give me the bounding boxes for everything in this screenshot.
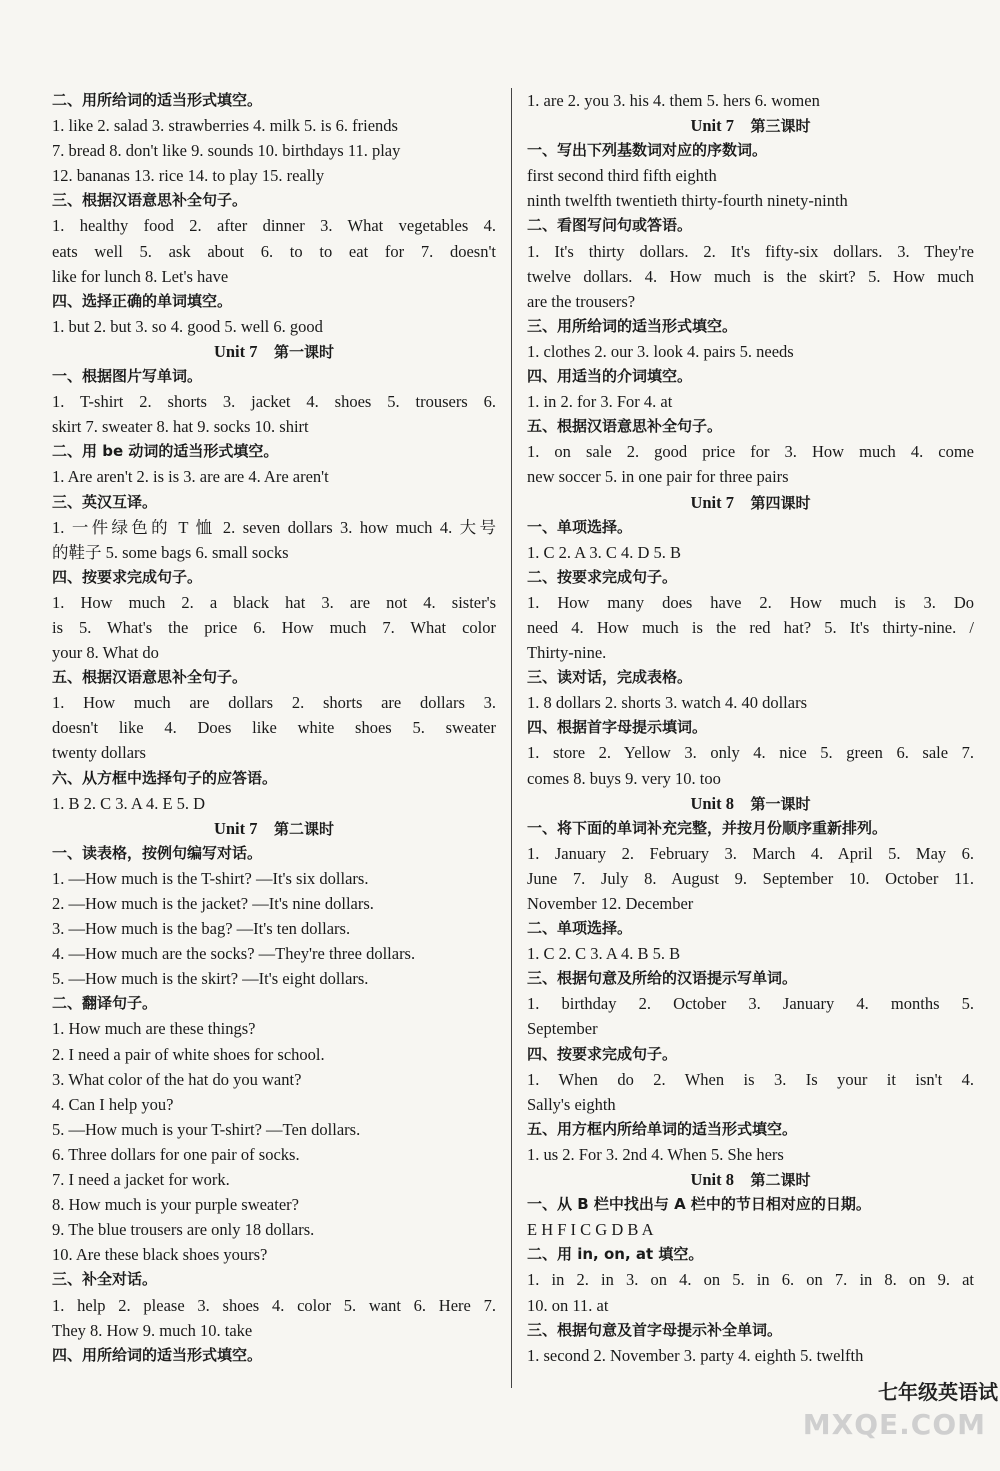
answer-line: 12. bananas 13. rice 14. to play 15. really: [52, 166, 325, 186]
answer-line: 1. —How much is the T-shirt? —It's six dollars.: [52, 868, 369, 888]
answer-line: 1. in 2. in 3. on 4. on 5. in 6. on 7. in 8. on 9. at: [527, 1270, 974, 1290]
section-heading: 六、从方框中选择句子的应答语。: [52, 768, 278, 787]
answer-line: 7. bread 8. don't like 9. sounds 10. birthdays 11. play: [52, 141, 401, 161]
section-heading: 一、单项选择。: [527, 517, 633, 536]
answer-line: eats well 5. ask about 6. to to eat for 7. doesn't: [52, 241, 496, 261]
answer-line: They 8. How 9. much 10. take: [52, 1320, 253, 1340]
answer-line: 4. —How much are the socks? —They're three dollars.: [52, 944, 416, 964]
answer-line: 1. C 2. A 3. C 4. D 5. B: [527, 542, 682, 562]
answer-line: 10. on 11. at: [527, 1295, 609, 1315]
answer-line: 10. Are these black shoes yours?: [52, 1245, 268, 1265]
section-heading: 二、按要求完成句子。: [527, 567, 678, 586]
section-heading: 三、根据句意及所给的汉语提示写单词。: [527, 969, 798, 988]
answer-line: like for lunch 8. Let's have: [52, 266, 229, 286]
lesson-label: 第三课时: [750, 117, 811, 136]
answer-line: 1. It's thirty dollars. 2. It's fifty-six dollars. 3. They're: [527, 241, 974, 261]
section-heading: 四、用适当的介词填空。: [527, 367, 693, 386]
answer-line: doesn't like 4. Does like white shoes 5. sweater: [52, 718, 496, 738]
unit-heading: [527, 490, 974, 515]
section-heading: 三、读对话，完成表格。: [527, 668, 693, 687]
section-heading: 三、根据句意及首字母提示补全单词。: [527, 1320, 783, 1339]
section-heading: 四、根据首字母提示填词。: [527, 718, 708, 737]
answer-line: your 8. What do: [52, 643, 159, 663]
answer-line: 6. Three dollars for one pair of socks.: [52, 1144, 300, 1164]
answer-line: 1. How much are these things?: [52, 1019, 256, 1039]
answer-line: 1. January 2. February 3. March 4. April 5. May 6.: [527, 843, 974, 863]
answer-line: 5. —How much is the skirt? —It's eight dollars.: [52, 969, 369, 989]
answer-line: 1. When do 2. When is 3. Is your it isn't 4.: [527, 1069, 974, 1089]
section-heading: 三、补全对话。: [52, 1270, 158, 1289]
unit-label: Unit 7: [213, 818, 258, 838]
answer-line: 1. C 2. C 3. A 4. B 5. B: [527, 944, 681, 964]
answer-line: comes 8. buys 9. very 10. too: [527, 768, 721, 788]
answer-line: twelve dollars. 4. How much is the skirt? 5. How much: [527, 266, 974, 286]
unit-heading: [52, 339, 496, 364]
answer-line: 1. T-shirt 2. shorts 3. jacket 4. shoes 5. trousers 6.: [52, 392, 496, 412]
lesson-label: 第一课时: [750, 794, 811, 813]
unit-heading: [527, 791, 974, 816]
section-heading: 四、用所给词的适当形式填空。: [52, 1345, 263, 1364]
answer-line: 1. birthday 2. October 3. January 4. months 5.: [527, 994, 974, 1014]
unit-heading: [527, 1167, 974, 1192]
unit-heading: [527, 113, 974, 138]
answer-line: 2. I need a pair of white shoes for school.: [52, 1044, 325, 1064]
answer-line: 1. store 2. Yellow 3. only 4. nice 5. green 6. sale 7.: [527, 743, 974, 763]
answer-line: 1. help 2. please 3. shoes 4. color 5. want 6. Here 7.: [52, 1295, 496, 1315]
section-heading: 四、按要求完成句子。: [52, 567, 203, 586]
answer-line: new soccer 5. in one pair for three pairs: [527, 467, 789, 487]
lesson-label: 第一课时: [274, 342, 335, 361]
answer-line: 1. like 2. salad 3. strawberries 4. milk 5. is 6. friends: [52, 116, 398, 136]
unit-label: Unit 7: [690, 116, 735, 136]
answer-line: 3. What color of the hat do you want?: [52, 1069, 302, 1089]
section-heading: 四、按要求完成句子。: [527, 1044, 678, 1063]
section-heading: 一、根据图片写单词。: [52, 367, 203, 386]
lesson-label: 第四课时: [750, 493, 811, 512]
watermark: MXQE.COM: [802, 1408, 986, 1441]
answer-line: 1. are 2. you 3. his 4. them 5. hers 6. women: [527, 91, 820, 110]
answer-line: 7. I need a jacket for work.: [52, 1170, 230, 1190]
answer-line: 1. Are aren't 2. is is 3. are are 4. Are aren't: [52, 467, 329, 487]
section-heading: 二、看图写问句或答语。: [527, 216, 693, 235]
answer-line: 1. healthy food 2. after dinner 3. What vegetables 4.: [52, 216, 496, 236]
answer-line: skirt 7. sweater 8. hat 9. socks 10. shirt: [52, 417, 309, 437]
unit-label: Unit 7: [690, 492, 735, 512]
page-footer: 七年级英语试: [878, 1380, 998, 1404]
lesson-label: 第二课时: [750, 1171, 811, 1190]
answer-line: twenty dollars: [52, 743, 146, 763]
answer-line: 5. —How much is your T-shirt? —Ten dollars.: [52, 1119, 361, 1139]
section-heading: 三、根据汉语意思补全句子。: [52, 191, 248, 210]
section-heading: 一、从 B 栏中找出与 A 栏中的节日相对应的日期。: [527, 1195, 871, 1214]
answer-line: are the trousers?: [527, 291, 636, 311]
answer-line: 的鞋子 5. some bags 6. small socks: [52, 542, 289, 562]
answer-line: 1. clothes 2. our 3. look 4. pairs 5. needs: [527, 341, 794, 361]
unit-label: Unit 7: [213, 341, 258, 361]
section-heading: 五、根据汉语意思补全句子。: [527, 417, 723, 436]
section-heading: 二、用所给词的适当形式填空。: [52, 91, 263, 109]
section-heading: 五、用方框内所给单词的适当形式填空。: [527, 1119, 798, 1138]
left-column: [52, 88, 496, 1368]
answer-line: June 7. July 8. August 9. September 10. October 11.: [527, 868, 974, 888]
section-heading: 一、读表格，按例句编写对话。: [52, 843, 263, 862]
answer-line: 1. How much 2. a black hat 3. are not 4. sister's: [52, 592, 496, 612]
answer-line: November 12. December: [527, 894, 694, 913]
answer-line: is 5. What's the price 6. How much 7. What color: [52, 617, 496, 637]
answer-line: 1. in 2. for 3. For 4. at: [527, 392, 673, 412]
section-heading: 三、用所给词的适当形式填空。: [527, 316, 738, 335]
answer-line: 1. 8 dollars 2. shorts 3. watch 4. 40 dollars: [527, 693, 808, 713]
answer-line: 9. The blue trousers are only 18 dollars.: [52, 1220, 315, 1240]
answer-line: ninth twelfth twentieth thirty-fourth ninety-ninth: [527, 191, 848, 211]
unit-label: Unit 8: [690, 793, 735, 813]
section-heading: 四、选择正确的单词填空。: [52, 291, 233, 310]
answer-line: first second third fifth eighth: [527, 166, 717, 186]
unit-heading: [52, 816, 496, 841]
section-heading: 二、用 in, on, at 填空。: [527, 1245, 704, 1264]
answer-line: 1. How much are dollars 2. shorts are dollars 3.: [52, 693, 496, 713]
answer-line: 8. How much is your purple sweater?: [52, 1195, 299, 1215]
section-heading: 一、将下面的单词补充完整，并按月份顺序重新排列。: [527, 818, 888, 837]
section-heading: 二、翻译句子。: [52, 994, 158, 1013]
section-heading: 一、写出下列基数词对应的序数词。: [527, 141, 768, 160]
section-heading: 三、英汉互译。: [52, 492, 158, 511]
column-divider: [511, 88, 512, 1388]
section-heading: 五、根据汉语意思补全句子。: [52, 668, 248, 687]
answer-line: 1. second 2. November 3. party 4. eighth 5. twelfth: [527, 1345, 864, 1365]
section-heading: 二、用 be 动词的适当形式填空。: [52, 442, 279, 461]
answer-line: E H F I C G D B A: [527, 1220, 654, 1240]
answer-line: 1. 一件绿色的 T 恤 2. seven dollars 3. how much 4. 大号: [52, 517, 496, 537]
answer-line: 3. —How much is the bag? —It's ten dollars.: [52, 919, 351, 939]
answer-line: 1. on sale 2. good price for 3. How much 4. come: [527, 442, 974, 462]
unit-label: Unit 8: [690, 1170, 735, 1190]
answer-line: 1. us 2. For 3. 2nd 4. When 5. She hers: [527, 1144, 784, 1164]
answer-line: need 4. How much is the red hat? 5. It's thirty-nine. /: [527, 617, 974, 637]
answer-line: 4. Can I help you?: [52, 1094, 174, 1114]
right-column: [527, 88, 974, 1368]
answer-line: 2. —How much is the jacket? —It's nine dollars.: [52, 894, 374, 913]
answer-line: Thirty-nine.: [527, 643, 607, 663]
answer-line: September: [527, 1019, 598, 1039]
answer-line: 1. How many does have 2. How much is 3. Do: [527, 592, 974, 612]
section-heading: 二、单项选择。: [527, 919, 633, 938]
answer-line: Sally's eighth: [527, 1094, 616, 1114]
lesson-label: 第二课时: [274, 819, 335, 838]
answer-line: 1. B 2. C 3. A 4. E 5. D: [52, 793, 206, 813]
answer-line: 1. but 2. but 3. so 4. good 5. well 6. good: [52, 316, 323, 336]
